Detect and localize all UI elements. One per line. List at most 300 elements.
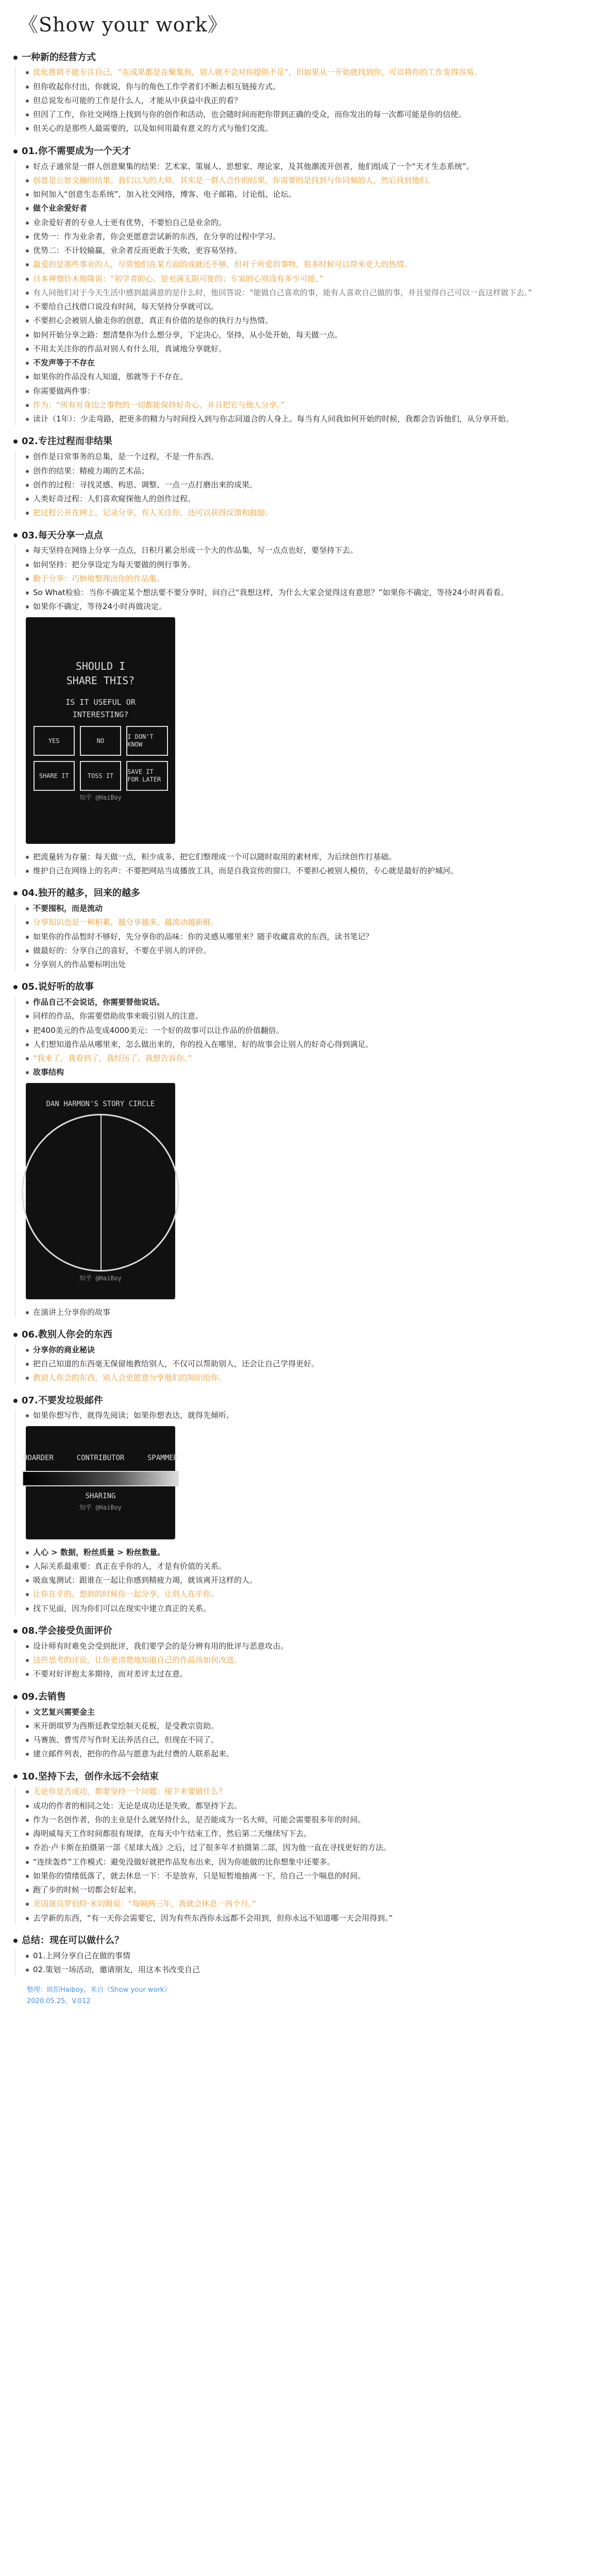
- list-item: [26, 161, 590, 173]
- bullet-icon: [26, 319, 29, 323]
- list-item: [26, 959, 590, 971]
- list-item: [26, 931, 590, 943]
- list-item: [26, 1898, 590, 1910]
- list-item-text: 人类好奇过程：人们喜欢窥探他人的创作过程。: [33, 494, 196, 504]
- list-item-text: 如何坚持：把分享设定为每天要做的例行事务。: [33, 560, 196, 569]
- list-item-text: 美国演员罗伯特·米切姆说：“每隔两三年，我就会休息一两个月。”: [33, 1899, 256, 1909]
- list-item-text: 在演讲上分享你的故事: [33, 1307, 111, 1317]
- bullet-icon: [26, 127, 29, 130]
- list-item: [26, 507, 590, 519]
- bullet-icon: [26, 1753, 29, 1756]
- section-title: [13, 980, 590, 994]
- section: [13, 529, 590, 877]
- bullet-icon: [26, 605, 29, 608]
- list-item: [26, 573, 590, 585]
- section: [13, 1690, 590, 1760]
- bullet-icon: [26, 1043, 29, 1046]
- image-label: CONTRIBUTOR: [76, 1453, 125, 1462]
- list-item-text: 不用太关注你的作品对别人有什么用，真诚地分享就好。: [33, 344, 227, 353]
- list-item-text: 分享别人的作品要标明出处: [33, 960, 126, 970]
- bullet-icon: [26, 292, 29, 295]
- image-text-line: SHOULD I: [75, 660, 126, 673]
- bullet-icon: [26, 1071, 29, 1074]
- section: [13, 1934, 590, 1976]
- bullet-icon: [26, 936, 29, 939]
- list-item-text: 设计师有时难免会受到批评，我们要学会的是分辨有用的批评与恶意攻击。: [33, 1641, 289, 1651]
- list-item-text: 但因了工作，你社交网络上找到与你的创作和活动，也会随时间而把你带到正确的受众，而你发出的每一次都可能是你的信使。: [33, 110, 466, 120]
- bullet-icon: [26, 1659, 29, 1662]
- footer-line-2: 2020.05.25，V.012: [27, 1997, 91, 2006]
- list-item-text: 人际关系最重要：真正在乎你的人，才是有价值的关系。: [33, 1561, 227, 1571]
- list-item: [26, 1950, 590, 1962]
- section-title-text: 10.坚持下去，创作永远不会结束: [22, 1771, 159, 1782]
- bullet-icon: [26, 1875, 29, 1878]
- section-title-text: 09.去销售: [22, 1691, 66, 1702]
- list-item: [26, 1814, 590, 1826]
- gradient-bar: [22, 1471, 179, 1486]
- list-item-text: 如果你的作品暂时不够好，先分享你的品味：你的灵感从哪里来？随手收藏喜欢的东西，读书笔记？: [33, 931, 374, 941]
- list-item: [26, 1603, 590, 1615]
- list-item: [26, 343, 590, 355]
- list-item: [26, 1734, 590, 1746]
- list-item: [26, 1561, 590, 1572]
- list-item-text: 勤于分享：巧妙地整理出你的作品集。: [33, 573, 165, 583]
- list-item-text: 01.上网分享自己在做的事情: [33, 1951, 130, 1960]
- list-item: [26, 1372, 590, 1384]
- list-item-text: 不要给自己找借口说没有时间，每天坚持分享就可以。: [33, 302, 219, 312]
- list-item-text: 创作是日常事务的总集，是一个过程，不是一件东西。: [33, 452, 219, 462]
- section-title: [13, 434, 590, 449]
- bullet-icon: [26, 1805, 29, 1808]
- list-item: [26, 385, 590, 397]
- bullet-icon: [26, 1739, 29, 1742]
- bullet-icon: [26, 1363, 29, 1366]
- outline: [13, 50, 590, 1976]
- section-dot-icon: [13, 1333, 18, 1337]
- list-item-text: 日本禅僧铃木俊隆说：“初学者的心，是充满无限可能的；专家的心则没有多少可能。”: [33, 274, 324, 283]
- list-item: [26, 273, 590, 285]
- footer-line-1: 整理：欧阳Haiboy，来自《Show your work》: [27, 1986, 171, 1994]
- list-item-text: 有人问他们对于今天生活中感到最满意的是什么时，他回答说：“能做自己喜欢的事，能有人喜欢自己做的事，并且觉得自己可以一直这样做下去。”: [33, 287, 532, 297]
- list-item-text: 优势一：作为业余者，你会更愿意尝试新的东西，在分享的过程中学习。: [33, 231, 281, 241]
- list-item: [26, 545, 590, 556]
- list-item-text: 维护自己在网络上的名声：不要把网站当成播放工具，而是自我宣传的窗口。不要担心被别人模仿，专心就是最好的护城河。: [33, 866, 459, 875]
- section-title-text: 01.你不需要成为一个天才: [22, 145, 131, 157]
- list-item-text: “我来了，我看到了，我经历了，我想告诉你。”: [33, 1054, 192, 1063]
- bullet-icon: [26, 165, 29, 168]
- bullet-icon: [26, 1377, 29, 1380]
- list-item-text: 做最好的：分享自己的喜好，不要在乎别人的评价。: [33, 945, 211, 955]
- illustration-image: [23, 1426, 178, 1539]
- bullet-icon: [26, 1903, 29, 1906]
- bullet-icon: [26, 404, 29, 407]
- list-item: [26, 1010, 590, 1022]
- image-label: HOARDER: [23, 1453, 54, 1462]
- section-body: [15, 451, 590, 519]
- image-heading: DAN HARMON'S STORY CIRCLE: [46, 1099, 155, 1108]
- list-item: [26, 1668, 590, 1680]
- list-item-text: 如果你不确定，等待24小时再做决定。: [33, 602, 167, 612]
- bullet-icon: [26, 578, 29, 581]
- section-title-text: 一种新的经营方式: [22, 52, 96, 63]
- section: [13, 980, 590, 1318]
- image-cell: SHARE IT: [34, 761, 75, 791]
- list-item-text: 不要囤积，而是流动: [33, 904, 103, 913]
- list-item: [26, 1800, 590, 1812]
- list-item: [26, 301, 590, 313]
- list-item: [26, 1856, 590, 1868]
- list-item: [26, 451, 590, 463]
- list-item: [26, 587, 590, 599]
- bullet-icon: [26, 470, 29, 473]
- list-item: [26, 81, 590, 93]
- list-item: [26, 287, 590, 299]
- bullet-icon: [26, 334, 29, 337]
- list-item: [26, 1066, 590, 1078]
- bullet-icon: [26, 1846, 29, 1850]
- bullet-icon: [26, 1819, 29, 1822]
- list-item: [26, 1640, 590, 1652]
- bullet-icon: [26, 1565, 29, 1568]
- list-item: [26, 559, 590, 571]
- section-title: [13, 529, 590, 543]
- list-item: [26, 315, 590, 327]
- list-item-text: 创作的结果：精疲力竭的艺术品；: [33, 466, 149, 476]
- image-caption: 知乎 @HaiBoy: [79, 1504, 122, 1512]
- bullet-icon: [26, 1917, 29, 1920]
- section-body: [15, 1344, 590, 1384]
- list-item-text: 人们想知道作品从哪里来，怎么做出来的，你的投入在哪里，好的故事会让别人的好奇心得到满足。: [33, 1039, 374, 1049]
- bullet-icon: [26, 179, 29, 182]
- section-dot-icon: [13, 1629, 18, 1633]
- list-item: [26, 996, 590, 1008]
- list-item: [26, 903, 590, 914]
- list-item: [26, 1053, 590, 1064]
- list-item: [26, 1547, 590, 1558]
- section-title: [13, 886, 590, 901]
- image-text-line: INTERESTING?: [72, 709, 129, 719]
- list-item-text: 如果你想写作，就得先阅读；如果你想表达，就得先倾听。: [33, 1411, 234, 1420]
- bullet-icon: [26, 71, 29, 74]
- section-title-text: 03.每天分享一点点: [22, 530, 103, 541]
- list-item: [26, 1964, 590, 1976]
- list-item-text: 业余爱好者的专业人士更有优势，不要怕自己是业余的。: [33, 217, 227, 227]
- list-item-text: 如果你的作品没有人知道，那就等于不存在。: [33, 372, 188, 382]
- list-item: [26, 1748, 590, 1760]
- list-item-text: 作为一名创作者，你的主业是什么就坚持什么，是否能成为一名大师，可能会需要很多年的时间。: [33, 1815, 366, 1824]
- list-item-text: 把自己知道的东西毫无保留地教给别人，不仅可以帮助别人，还会让自己学得更好。: [33, 1359, 320, 1369]
- image-label: SPAMMER: [147, 1453, 178, 1462]
- list-item: [26, 371, 590, 383]
- list-item-text: 如何加入“创意生态系统”，加入社交网络，博客、电子邮箱、讨论组、论坛。: [33, 190, 296, 199]
- list-item-text: 优化推销不能专注自己，“在成果都是在聚集前，别人就不会对你提供不足”，但如果从一开始就找到你，可以将你的工作变得容易。: [33, 67, 482, 77]
- bullet-icon: [26, 235, 29, 239]
- image-label-row: [23, 1453, 178, 1463]
- bullet-icon: [26, 193, 29, 196]
- image-bottom-label: SHARING: [85, 1492, 116, 1500]
- section-dot-icon: [13, 985, 18, 989]
- list-item-text: 让你在乎的、想到的时候你一起分享，让别人在乎你。: [33, 1589, 219, 1599]
- bullet-icon: [26, 1969, 29, 1972]
- list-item-text: 去学新的东西，“有一天你会需要它，因为有些东西你永远都不会用到，但你永远不知道哪一天会用得到。”: [33, 1913, 393, 1923]
- bullet-icon: [26, 1955, 29, 1958]
- list-item: [26, 399, 590, 411]
- bullet-icon: [26, 376, 29, 379]
- list-item-text: 把400美元的作品变成4000美元：一个好的故事可以让作品的价值翻倍。: [33, 1025, 284, 1035]
- image-caption: 知乎 @HaiBoy: [79, 1274, 122, 1282]
- image-caption: 知乎 @HaiBoy: [79, 794, 122, 802]
- list-item-text: 02.策划一场活动，邀请朋友，用这本书改变自己: [33, 1965, 200, 1975]
- list-item: [26, 202, 590, 214]
- section: [13, 50, 590, 135]
- image-cell: YES: [34, 726, 75, 756]
- bullet-icon: [26, 278, 29, 281]
- section-title-text: 02.专注过程而非结果: [22, 436, 112, 447]
- bullet-icon: [26, 856, 29, 859]
- bullet-icon: [26, 1001, 29, 1004]
- section-dot-icon: [13, 1399, 18, 1403]
- bullet-icon: [26, 1414, 29, 1417]
- section-body: [15, 903, 590, 971]
- list-item: [26, 1912, 590, 1924]
- list-item: [26, 1344, 590, 1356]
- bullet-icon: [26, 306, 29, 309]
- section-title: [13, 50, 590, 65]
- list-item: [26, 413, 590, 425]
- list-item: [26, 1654, 590, 1666]
- section-dot-icon: [13, 533, 18, 537]
- section-title-text: 04.独开的越多，回来的越多: [22, 888, 140, 899]
- list-item: [26, 1706, 590, 1718]
- section-title: [13, 1934, 590, 1948]
- page-title: 《Show your work》: [19, 13, 228, 36]
- bullet-icon: [26, 263, 29, 266]
- list-item-text: 创意是公智交融的结果。我们以为的大师，其实是一群人合作的结果，你需要的是找到与你同频的人，然后找到他们。: [33, 175, 435, 185]
- footer: [27, 1985, 590, 2007]
- section: [13, 144, 590, 426]
- section-title-text: 08.学会接受负面评价: [22, 1625, 112, 1636]
- section: [13, 434, 590, 519]
- list-item: [26, 109, 590, 121]
- illustration-image: [26, 617, 175, 844]
- section: [13, 1394, 590, 1615]
- list-item-text: 优势二：不计较输赢，业余者反而更敢于失败，更容易坚持。: [33, 246, 242, 256]
- list-item-text: 跑了步的时候一切都会好起来。: [33, 1885, 142, 1895]
- section-body: [15, 1950, 590, 1976]
- list-item-text: 如果你的情绪低落了，就去休息一下：不是放弃，只是短暂地抽离一下，给自己一个喘息的时间。: [33, 1871, 366, 1880]
- list-item-text: 分享知识也是一种积累，越分享越多，越流动越新鲜。: [33, 918, 219, 927]
- bullet-icon: [26, 870, 29, 873]
- story-circle-diagram: [22, 1114, 179, 1272]
- list-item: [26, 1828, 590, 1840]
- list-item: [26, 231, 590, 243]
- list-item-text: 不发声等于不存在: [33, 358, 95, 368]
- section: [13, 1328, 590, 1384]
- list-item: [26, 917, 590, 928]
- list-item: [26, 175, 590, 187]
- list-item-text: 找下见面，因为你们可以在现实中建立真正的关系。: [33, 1603, 211, 1613]
- bullet-icon: [26, 1645, 29, 1648]
- list-item: [26, 1039, 590, 1050]
- list-item-text: 但总说发布可能的工作是什么人，才能从中获益中我正的看？: [33, 95, 242, 105]
- image-text-line: IS IT USEFUL OR: [65, 698, 136, 707]
- section-title-text: 总结：现在可以做什么？: [22, 1935, 124, 1946]
- bullet-icon: [26, 564, 29, 567]
- section-title: [13, 1770, 590, 1784]
- section-title: [13, 1328, 590, 1342]
- list-item: [26, 1842, 590, 1854]
- list-item: [26, 1588, 590, 1600]
- bullet-icon: [26, 362, 29, 365]
- section-body: [15, 1786, 590, 1924]
- section-dot-icon: [13, 56, 18, 60]
- bullet-icon: [26, 86, 29, 89]
- section-title-text: 07.不要发垃圾邮件: [22, 1395, 103, 1406]
- list-item: [26, 95, 590, 107]
- section-body: [15, 1410, 590, 1615]
- section-dot-icon: [13, 439, 18, 444]
- list-item-text: 创作的过程：寻找灵感、构思、调整、一点一点打磨出来的成果。: [33, 480, 258, 489]
- list-item-text: 把流量转为存量：每天做一点，积少成多，把它们整理成一个可以随时取用的素材库，为后续创作打基础。: [33, 852, 397, 861]
- image-text-line: SHARE THIS?: [66, 674, 135, 687]
- list-item-text: 每天坚持在网络上分享一点点，日积月累会形成一个大的作品集，写一点点也好，要坚持下去。: [33, 546, 358, 555]
- list-item-text: 教别人你会的东西，别人会更愿意分享他们的知识给你。: [33, 1373, 227, 1383]
- list-item: [26, 1720, 590, 1732]
- list-item: [26, 1410, 590, 1421]
- list-item: [26, 357, 590, 369]
- section-title: [13, 1624, 590, 1638]
- list-item-text: 成功的作者的相同之处：无论是成功还是失败，都坚持下去。: [33, 1801, 242, 1810]
- section-title-text: 05.说好听的故事: [22, 981, 94, 993]
- list-item: [26, 1358, 590, 1370]
- bullet-icon: [26, 1833, 29, 1836]
- list-item-text: 不要担心会被别人偷走你的创意，真正有价值的是你的执行力与热情。: [33, 316, 273, 326]
- list-item-text: 马赛族、曹雪芹写作时无法养活自己，但现在不同了。: [33, 1735, 219, 1744]
- bullet-icon: [26, 455, 29, 459]
- list-item-text: 但关心的是那些人最需要的，以及如何用最有意义的方式与他们交流。: [33, 124, 273, 133]
- list-item: [26, 1884, 590, 1896]
- list-item: [26, 1307, 590, 1318]
- list-item: [26, 189, 590, 200]
- bullet-icon: [26, 950, 29, 953]
- bullet-icon: [26, 348, 29, 351]
- list-item-text: 吸血鬼测试：跟谁在一起让你感到精疲力竭，就该离开这样的人。: [33, 1575, 258, 1585]
- section-body: [15, 1640, 590, 1681]
- bullet-icon: [26, 418, 29, 421]
- bullet-icon: [26, 390, 29, 393]
- bullet-icon: [26, 484, 29, 487]
- list-item-text: 不要对好评抱太多期待，而对差评太过在意。: [33, 1669, 188, 1679]
- section-dot-icon: [13, 149, 18, 154]
- illustration-image: [26, 1083, 175, 1299]
- list-item-text: 你需要做两件事：: [33, 386, 95, 396]
- list-item: [26, 493, 590, 505]
- list-item: [26, 1870, 590, 1882]
- image-cell: SAVE IT FOR LATER: [126, 761, 167, 791]
- bullet-icon: [26, 1889, 29, 1892]
- image-cell: I DON'T KNOW: [126, 726, 167, 756]
- list-item-text: 如何开始分享之路：想清楚你为什么想分享，下定决心，坚持，从小处开始，每天做一点。: [33, 330, 343, 340]
- list-item-text: 这些思考的评论，让你更清楚地知道自己的作品该如何改进。: [33, 1655, 242, 1665]
- list-item-text: 乔治·卢卡斯在拍摄第一部《星球大战》之后，过了很多年才拍摄第二部，因为他一直在寻找更好的方法。: [33, 1843, 391, 1853]
- list-item: [26, 123, 590, 134]
- list-item: [26, 1025, 590, 1037]
- bullet-icon: [26, 549, 29, 552]
- list-item: [26, 601, 590, 613]
- list-item-text: 米开朗琪罗为西斯廷教堂绘制天花板，是受教宗资助。: [33, 1721, 219, 1731]
- list-item-text: 海明威每天工作时间都很有规律，在每天中午结束工作，然后第二天继续写下去。: [33, 1829, 312, 1839]
- bullet-icon: [26, 207, 29, 210]
- list-item-text: 同样的作品，你需要借助故事来吸引别人的注意。: [33, 1011, 204, 1021]
- section-title: [13, 144, 590, 159]
- bullet-icon: [26, 512, 29, 515]
- list-item: [26, 479, 590, 491]
- list-item: [26, 245, 590, 257]
- list-item: [26, 217, 590, 229]
- bullet-icon: [26, 1349, 29, 1352]
- list-item-text: 人心 > 数据，粉丝质量 > 粉丝数量。: [33, 1547, 165, 1557]
- bullet-icon: [26, 921, 29, 924]
- list-item-text: 建立邮件列表，把你的作品与愿意为此付费的人联系起来。: [33, 1749, 234, 1759]
- bullet-icon: [26, 1579, 29, 1582]
- list-item-text: 但你收起你付出，你就说，你与的角色工作学者们不断去相互链接方式。: [33, 81, 281, 91]
- list-item: [26, 66, 590, 78]
- bullet-icon: [26, 498, 29, 501]
- list-item: [26, 329, 590, 341]
- list-item-text: 读计（1年）：少走弯路，把更多的精力与时间投入到与你志同道合的人身上。每当有人问我如何开始的时候，我都会告诉他们，从分享开始。: [33, 414, 514, 424]
- bullet-icon: [26, 963, 29, 967]
- bullet-icon: [26, 1790, 29, 1793]
- bullet-icon: [26, 1311, 29, 1314]
- bullet-icon: [26, 1607, 29, 1611]
- section-dot-icon: [13, 1774, 18, 1778]
- bullet-icon: [26, 99, 29, 103]
- list-item: [26, 945, 590, 957]
- bullet-icon: [26, 113, 29, 116]
- section: [13, 1624, 590, 1681]
- bullet-icon: [26, 591, 29, 595]
- bullet-icon: [26, 1015, 29, 1018]
- bullet-icon: [26, 907, 29, 910]
- section-dot-icon: [13, 1695, 18, 1699]
- list-item-text: So What检验：当你不确定某个想法要不要分享时，问自己“我想这样，为什么大家会觉得这有意思？”如果你不确定，等待24小时再看看。: [33, 588, 509, 598]
- list-item-text: 作为：“所有对身边之事物的一切都能保持好奇心，并且把它与他人分享。”: [33, 400, 285, 410]
- list-item: [26, 865, 590, 877]
- section: [13, 1770, 590, 1924]
- section-dot-icon: [13, 891, 18, 895]
- image-cell: TOSS IT: [80, 761, 121, 791]
- bullet-icon: [26, 1861, 29, 1864]
- list-item-text: 分享你的商业秘诀: [33, 1345, 95, 1354]
- bullet-icon: [26, 1593, 29, 1596]
- bullet-icon: [26, 1029, 29, 1032]
- list-item-text: 最爱的是那些事业的人，尽管他们在某方面的成就还不够，但对于所爱的事物，很多时候可以带来更大的热情。: [33, 260, 412, 269]
- list-item-text: 好点子通常是一群人创意聚集的结果：艺术家、策展人、思想家、理论家，及其他潮流开创者，他们组成了一个“天才生态系统”。: [33, 161, 474, 171]
- list-item-text: 故事结构: [33, 1067, 64, 1077]
- image-grid: [34, 726, 168, 791]
- section-body: [15, 161, 590, 426]
- section-title-text: 06.教别人你会的东西: [22, 1329, 112, 1340]
- list-item: [26, 851, 590, 863]
- section-body: [15, 545, 590, 877]
- list-item-text: 文艺复兴需要金主: [33, 1707, 95, 1717]
- bullet-icon: [26, 1673, 29, 1676]
- section-body: [15, 66, 590, 134]
- section-title: [13, 1394, 590, 1408]
- list-item: [26, 1786, 590, 1798]
- bullet-icon: [26, 249, 29, 252]
- bullet-icon: [26, 1711, 29, 1714]
